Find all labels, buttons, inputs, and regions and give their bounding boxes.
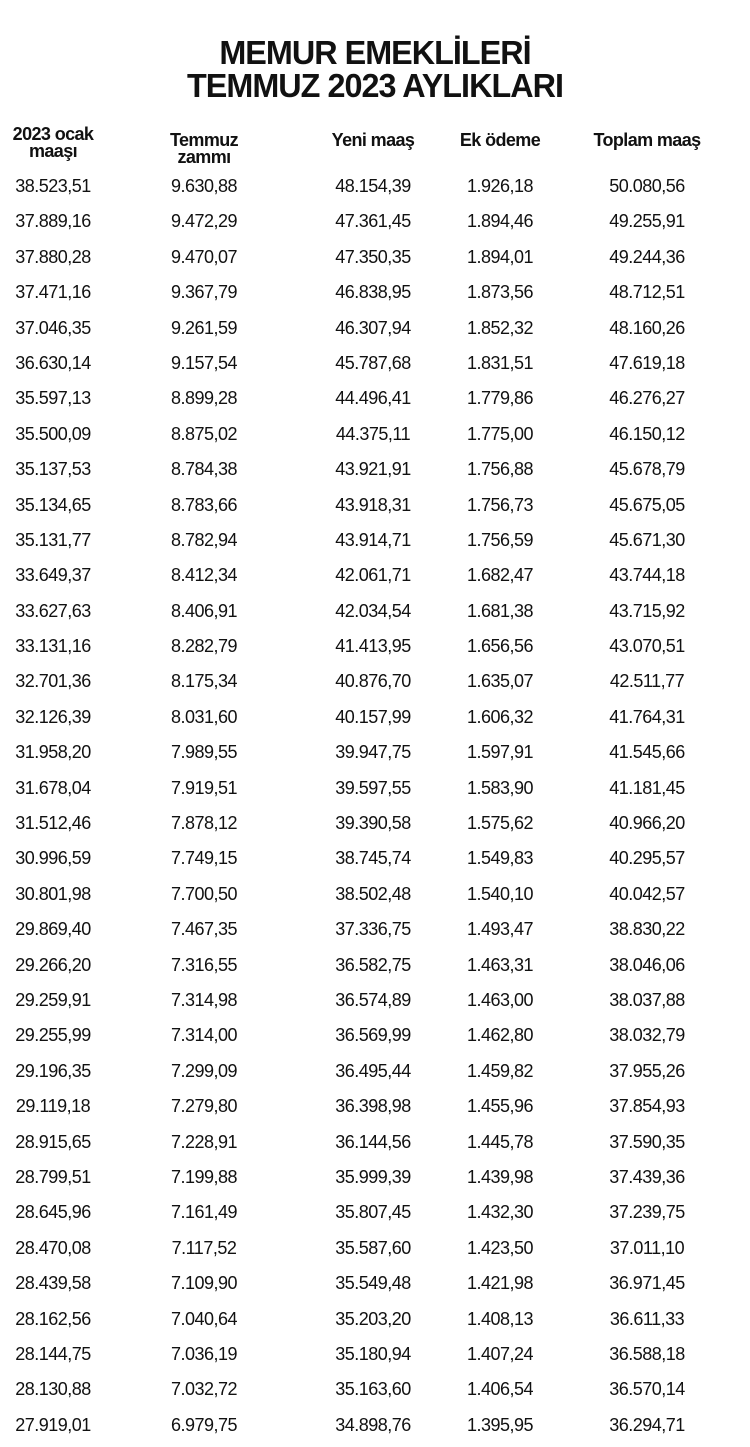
- cell-new-salary: 35.999,39: [335, 1166, 411, 1187]
- cell-july-raise: 8.282,79: [170, 636, 238, 657]
- table-row: [0, 1302, 750, 1337]
- cell-total-salary: 49.244,36: [609, 246, 685, 267]
- cell-january-salary: 33.649,37: [15, 565, 91, 586]
- cell-july-raise: 8.783,66: [170, 494, 238, 515]
- cell-january-salary: 28.162,56: [15, 1308, 91, 1329]
- cell-january-salary: 35.134,65: [15, 494, 91, 515]
- cell-july-raise: 7.036,19: [170, 1343, 238, 1364]
- cell-new-salary: 46.307,94: [335, 317, 411, 338]
- column-header-extra-payment: Ek ödeme: [459, 130, 541, 150]
- cell-extra-payment: 1.756,59: [466, 529, 534, 550]
- cell-july-raise: 7.228,91: [170, 1131, 238, 1152]
- table-row: [0, 417, 750, 452]
- cell-january-salary: 29.196,35: [15, 1060, 91, 1081]
- cell-july-raise: 7.314,00: [170, 1025, 238, 1046]
- cell-extra-payment: 1.493,47: [466, 919, 534, 940]
- cell-new-salary: 45.787,68: [335, 352, 411, 373]
- table-row: [0, 1231, 750, 1266]
- cell-extra-payment: 1.395,95: [466, 1414, 534, 1435]
- table-row: [0, 841, 750, 876]
- cell-january-salary: 28.645,96: [15, 1202, 91, 1223]
- column-header-total-salary: Toplam maaş: [593, 130, 701, 150]
- cell-new-salary: 42.061,71: [335, 565, 411, 586]
- table-row: [0, 806, 750, 841]
- cell-total-salary: 48.160,26: [609, 317, 685, 338]
- cell-new-salary: 43.921,91: [335, 459, 411, 480]
- cell-july-raise: 8.406,91: [170, 600, 238, 621]
- cell-extra-payment: 1.462,80: [466, 1025, 534, 1046]
- cell-new-salary: 48.154,39: [335, 176, 411, 196]
- table-row: [0, 1125, 750, 1160]
- cell-extra-payment: 1.756,88: [466, 459, 534, 480]
- cell-july-raise: 8.782,94: [170, 529, 238, 550]
- cell-total-salary: 48.712,51: [609, 282, 685, 303]
- cell-january-salary: 35.137,53: [15, 459, 91, 480]
- cell-total-salary: 36.611,33: [609, 1308, 685, 1329]
- cell-july-raise: 8.031,60: [170, 706, 238, 727]
- cell-january-salary: 37.880,28: [15, 246, 91, 267]
- cell-extra-payment: 1.575,62: [466, 813, 534, 834]
- cell-january-salary: 31.678,04: [15, 777, 91, 798]
- cell-extra-payment: 1.606,32: [466, 706, 534, 727]
- cell-total-salary: 41.764,31: [609, 706, 685, 727]
- cell-total-salary: 38.032,79: [609, 1025, 685, 1046]
- cell-total-salary: 36.971,45: [609, 1273, 685, 1294]
- column-header-new-salary: Yeni maaş: [331, 130, 415, 150]
- cell-january-salary: 37.889,16: [15, 211, 91, 232]
- cell-january-salary: 31.958,20: [15, 742, 91, 763]
- cell-july-raise: 7.117,52: [171, 1237, 237, 1258]
- cell-new-salary: 37.336,75: [335, 919, 411, 940]
- cell-new-salary: 40.876,70: [335, 671, 411, 692]
- cell-new-salary: 36.495,44: [335, 1060, 411, 1081]
- cell-january-salary: 29.266,20: [15, 954, 91, 975]
- cell-extra-payment: 1.635,07: [466, 671, 534, 692]
- cell-new-salary: 40.157,99: [335, 706, 411, 727]
- cell-new-salary: 43.918,31: [335, 494, 411, 515]
- cell-new-salary: 36.398,98: [335, 1096, 411, 1117]
- cell-new-salary: 36.582,75: [335, 954, 411, 975]
- cell-total-salary: 38.046,06: [609, 954, 685, 975]
- table-row: [0, 1195, 750, 1230]
- cell-january-salary: 38.523,51: [15, 176, 91, 196]
- page-title: [8, 36, 743, 102]
- salary-table-body: [0, 169, 750, 1443]
- cell-extra-payment: 1.439,98: [466, 1166, 534, 1187]
- cell-extra-payment: 1.583,90: [466, 777, 534, 798]
- cell-january-salary: 35.500,09: [15, 423, 91, 444]
- table-row: [0, 1266, 750, 1301]
- cell-july-raise: 8.875,02: [170, 423, 238, 444]
- cell-new-salary: 39.597,55: [335, 777, 411, 798]
- cell-july-raise: 7.161,49: [170, 1202, 238, 1223]
- cell-total-salary: 45.675,05: [609, 494, 685, 515]
- title-line-1: MEMUR EMEKLİLERİ: [219, 34, 531, 71]
- cell-july-raise: 9.470,07: [170, 246, 238, 267]
- cell-extra-payment: 1.597,91: [466, 742, 534, 763]
- cell-july-raise: 9.367,79: [170, 282, 238, 303]
- column-header-january-salary-line-2: maaşı: [28, 141, 78, 161]
- cell-extra-payment: 1.549,83: [466, 848, 534, 869]
- cell-july-raise: 8.784,38: [170, 459, 238, 480]
- table-row: [0, 1089, 750, 1124]
- cell-new-salary: 47.350,35: [335, 246, 411, 267]
- cell-new-salary: 35.549,48: [335, 1273, 411, 1294]
- cell-extra-payment: 1.894,46: [466, 211, 534, 232]
- cell-july-raise: 7.700,50: [170, 883, 238, 904]
- cell-extra-payment: 1.432,30: [466, 1202, 534, 1223]
- cell-new-salary: 35.587,60: [335, 1237, 411, 1258]
- cell-july-raise: 8.899,28: [170, 388, 238, 409]
- cell-total-salary: 40.042,57: [609, 883, 685, 904]
- table-row: [0, 700, 750, 735]
- cell-extra-payment: 1.445,78: [466, 1131, 534, 1152]
- cell-july-raise: 7.040,64: [170, 1308, 238, 1329]
- cell-new-salary: 46.838,95: [335, 282, 411, 303]
- cell-extra-payment: 1.408,13: [466, 1308, 534, 1329]
- cell-total-salary: 36.588,18: [609, 1343, 685, 1364]
- table-row: [0, 558, 750, 593]
- cell-extra-payment: 1.873,56: [466, 282, 534, 303]
- cell-total-salary: 46.276,27: [609, 388, 685, 409]
- table-row: [0, 1054, 750, 1089]
- cell-july-raise: 7.919,51: [170, 777, 238, 798]
- column-header-january-salary-line-1: 2023 ocak: [12, 124, 94, 144]
- cell-new-salary: 41.413,95: [335, 636, 411, 657]
- cell-extra-payment: 1.926,18: [466, 176, 534, 196]
- cell-total-salary: 36.294,71: [609, 1414, 685, 1435]
- cell-july-raise: 9.261,59: [170, 317, 238, 338]
- cell-total-salary: 38.830,22: [609, 919, 685, 940]
- cell-extra-payment: 1.540,10: [466, 883, 534, 904]
- cell-july-raise: 7.299,09: [170, 1060, 238, 1081]
- cell-extra-payment: 1.681,38: [466, 600, 534, 621]
- cell-new-salary: 39.947,75: [335, 742, 411, 763]
- cell-january-salary: 28.130,88: [15, 1379, 91, 1400]
- cell-extra-payment: 1.894,01: [466, 246, 534, 267]
- table-row: [0, 169, 750, 204]
- cell-new-salary: 35.203,20: [335, 1308, 411, 1329]
- cell-total-salary: 46.150,12: [609, 423, 685, 444]
- cell-extra-payment: 1.656,56: [466, 636, 534, 657]
- cell-july-raise: 7.989,55: [170, 742, 238, 763]
- cell-january-salary: 37.471,16: [15, 282, 91, 303]
- cell-total-salary: 47.619,18: [609, 352, 685, 373]
- cell-total-salary: 43.070,51: [609, 636, 685, 657]
- cell-july-raise: 8.175,34: [170, 671, 238, 692]
- cell-extra-payment: 1.682,47: [466, 565, 534, 586]
- cell-extra-payment: 1.463,31: [466, 954, 534, 975]
- cell-extra-payment: 1.779,86: [466, 388, 534, 409]
- cell-new-salary: 39.390,58: [335, 813, 411, 834]
- table-row: [0, 664, 750, 699]
- cell-new-salary: 44.375,11: [335, 423, 411, 444]
- cell-total-salary: 37.439,36: [609, 1166, 685, 1187]
- cell-total-salary: 41.181,45: [609, 777, 685, 798]
- cell-january-salary: 33.131,16: [15, 636, 91, 657]
- cell-january-salary: 35.131,77: [15, 529, 91, 550]
- table-row: [0, 523, 750, 558]
- cell-extra-payment: 1.455,96: [466, 1096, 534, 1117]
- cell-january-salary: 28.470,08: [15, 1237, 91, 1258]
- cell-total-salary: 43.715,92: [609, 600, 685, 621]
- cell-january-salary: 29.119,18: [15, 1096, 91, 1117]
- cell-total-salary: 41.545,66: [609, 742, 685, 763]
- cell-new-salary: 35.163,60: [335, 1379, 411, 1400]
- cell-january-salary: 28.915,65: [15, 1131, 91, 1152]
- column-header-january-salary: [0, 126, 106, 160]
- cell-july-raise: 9.630,88: [170, 176, 238, 196]
- cell-july-raise: 7.749,15: [170, 848, 238, 869]
- table-row: [0, 594, 750, 629]
- table-row: [0, 275, 750, 310]
- cell-january-salary: 30.996,59: [15, 848, 91, 869]
- cell-new-salary: 44.496,41: [335, 388, 411, 409]
- table-row: [0, 488, 750, 523]
- cell-total-salary: 37.239,75: [609, 1202, 685, 1223]
- cell-july-raise: 7.467,35: [170, 919, 238, 940]
- cell-new-salary: 47.361,45: [335, 211, 411, 232]
- cell-new-salary: 43.914,71: [335, 529, 411, 550]
- cell-january-salary: 28.144,75: [15, 1343, 91, 1364]
- cell-extra-payment: 1.421,98: [466, 1273, 534, 1294]
- cell-new-salary: 36.569,99: [335, 1025, 411, 1046]
- table-row: [0, 877, 750, 912]
- cell-new-salary: 36.144,56: [335, 1131, 411, 1152]
- cell-january-salary: 37.046,35: [15, 317, 91, 338]
- table-row: [0, 735, 750, 770]
- cell-extra-payment: 1.406,54: [466, 1379, 534, 1400]
- cell-january-salary: 27.919,01: [15, 1414, 91, 1435]
- cell-july-raise: 9.157,54: [170, 352, 238, 373]
- cell-january-salary: 29.259,91: [15, 989, 91, 1010]
- cell-total-salary: 40.966,20: [609, 813, 685, 834]
- table-row: [0, 452, 750, 487]
- cell-january-salary: 29.255,99: [15, 1025, 91, 1046]
- cell-total-salary: 50.080,56: [609, 176, 685, 196]
- cell-extra-payment: 1.852,32: [466, 317, 534, 338]
- table-row: [0, 983, 750, 1018]
- cell-total-salary: 49.255,91: [609, 211, 685, 232]
- cell-january-salary: 32.126,39: [15, 706, 91, 727]
- cell-july-raise: 9.472,29: [170, 211, 238, 232]
- cell-january-salary: 36.630,14: [15, 352, 91, 373]
- cell-july-raise: 7.314,98: [170, 989, 238, 1010]
- cell-january-salary: 28.799,51: [15, 1166, 91, 1187]
- cell-new-salary: 35.180,94: [335, 1343, 411, 1364]
- cell-new-salary: 38.502,48: [335, 883, 411, 904]
- cell-new-salary: 35.807,45: [335, 1202, 411, 1223]
- cell-july-raise: 6.979,75: [170, 1414, 238, 1435]
- cell-extra-payment: 1.407,24: [466, 1343, 534, 1364]
- cell-total-salary: 37.854,93: [609, 1096, 685, 1117]
- table-row: [0, 1018, 750, 1053]
- cell-extra-payment: 1.831,51: [466, 352, 534, 373]
- cell-january-salary: 31.512,46: [15, 813, 91, 834]
- cell-total-salary: 38.037,88: [609, 989, 685, 1010]
- cell-total-salary: 37.955,26: [609, 1060, 685, 1081]
- cell-july-raise: 7.316,55: [170, 954, 238, 975]
- table-row: [0, 1337, 750, 1372]
- table-header: [0, 126, 750, 170]
- cell-extra-payment: 1.775,00: [466, 423, 534, 444]
- cell-extra-payment: 1.423,50: [466, 1237, 534, 1258]
- cell-january-salary: 28.439,58: [15, 1273, 91, 1294]
- cell-extra-payment: 1.463,00: [466, 989, 534, 1010]
- cell-new-salary: 34.898,76: [335, 1414, 411, 1435]
- cell-total-salary: 43.744,18: [609, 565, 685, 586]
- cell-total-salary: 37.590,35: [609, 1131, 685, 1152]
- cell-total-salary: 45.678,79: [609, 459, 685, 480]
- table-row: [0, 771, 750, 806]
- cell-total-salary: 40.295,57: [609, 848, 685, 869]
- table-row: [0, 948, 750, 983]
- cell-total-salary: 42.511,77: [609, 671, 685, 692]
- cell-july-raise: 7.279,80: [170, 1096, 238, 1117]
- cell-july-raise: 8.412,34: [170, 565, 238, 586]
- table-row: [0, 346, 750, 381]
- cell-total-salary: 37.011,10: [609, 1237, 685, 1258]
- table-row: [0, 240, 750, 275]
- cell-january-salary: 32.701,36: [15, 671, 91, 692]
- cell-extra-payment: 1.756,73: [466, 494, 534, 515]
- cell-new-salary: 36.574,89: [335, 989, 411, 1010]
- cell-july-raise: 7.199,88: [170, 1166, 238, 1187]
- title-line-2: TEMMUZ 2023 AYLIKLARI: [187, 67, 563, 104]
- cell-total-salary: 45.671,30: [609, 529, 685, 550]
- table-row: [0, 629, 750, 664]
- table-row: [0, 1372, 750, 1407]
- cell-july-raise: 7.032,72: [170, 1379, 238, 1400]
- cell-january-salary: 35.597,13: [15, 388, 91, 409]
- cell-extra-payment: 1.459,82: [466, 1060, 534, 1081]
- cell-january-salary: 30.801,98: [15, 883, 91, 904]
- table-row: [0, 912, 750, 947]
- cell-january-salary: 33.627,63: [15, 600, 91, 621]
- table-row: [0, 311, 750, 346]
- table-row: [0, 1160, 750, 1195]
- table-row: [0, 204, 750, 239]
- cell-july-raise: 7.878,12: [170, 813, 238, 834]
- cell-total-salary: 36.570,14: [609, 1379, 685, 1400]
- table-row: [0, 381, 750, 416]
- cell-july-raise: 7.109,90: [170, 1273, 238, 1294]
- column-header-july-raise: Temmuz zammı: [169, 130, 239, 167]
- table-row: [0, 1408, 750, 1443]
- cell-january-salary: 29.869,40: [15, 919, 91, 940]
- cell-new-salary: 42.034,54: [335, 600, 411, 621]
- cell-new-salary: 38.745,74: [335, 848, 411, 869]
